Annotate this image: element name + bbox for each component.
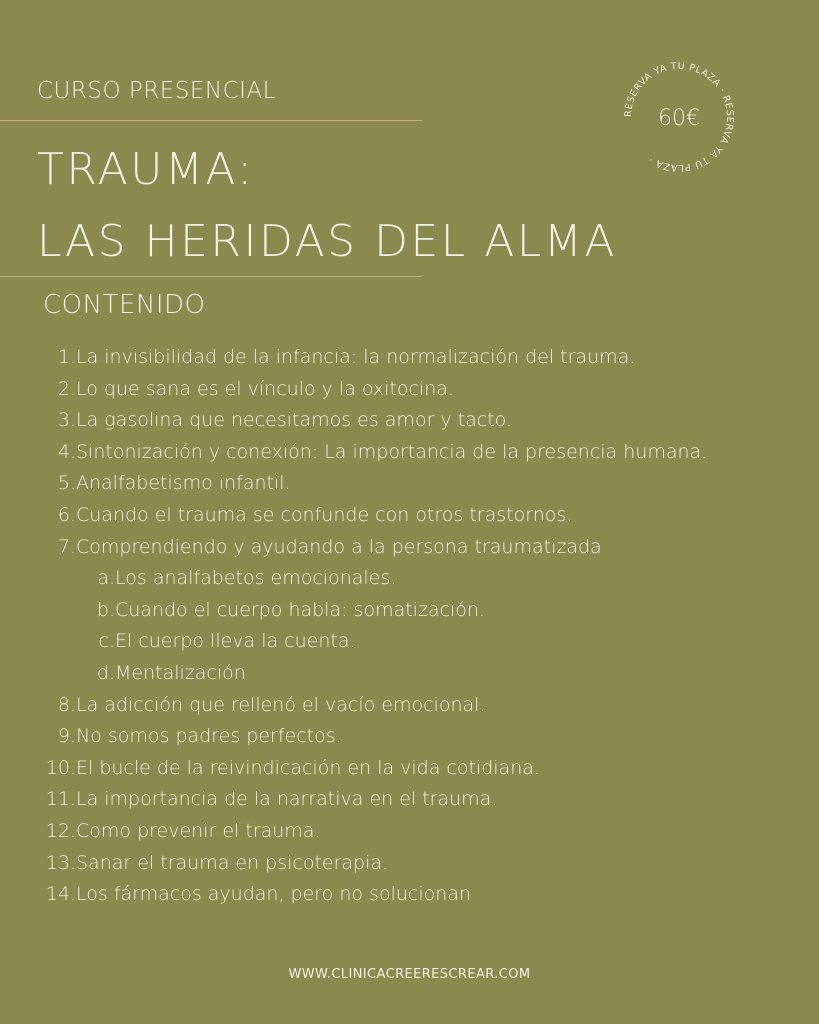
item-number: 7. [57, 535, 76, 558]
list-item [0, 468, 819, 500]
item-text: La importancia de la narrativa en el trauma. [76, 788, 498, 811]
item-text: Mentalización [115, 661, 246, 684]
eyebrow-label: CURSO PRESENCIAL [37, 78, 276, 104]
item-text: La gasolina que necesitamos es amor y tacto. [76, 409, 513, 432]
item-number: 13. [45, 851, 76, 874]
list-item [0, 690, 819, 722]
item-text: Cuando el cuerpo habla: somatización. [115, 598, 485, 621]
item-text: Lo que sana es el vínculo y la oxitocina. [76, 377, 454, 400]
badge-ring-text: RESERVA YA TU PLAZA · RESERVA YA TU PLAZA · [622, 60, 736, 174]
page-title [37, 134, 617, 278]
sub-list-item [0, 595, 819, 627]
item-text: Sanar el trauma en psicoterapia. [76, 851, 389, 874]
item-text: Como prevenir el trauma. [76, 819, 321, 842]
content-list [0, 342, 819, 911]
top-divider [0, 120, 422, 121]
item-text: Los analfabetos emocionales. [115, 567, 397, 590]
list-item [0, 437, 819, 469]
item-text: Analfabetismo infantil. [76, 472, 291, 495]
list-item [0, 816, 819, 848]
list-item [0, 848, 819, 880]
item-number: 12. [45, 819, 76, 842]
list-item [0, 405, 819, 437]
item-number: 10. [45, 756, 76, 779]
sub-list-item [0, 563, 819, 595]
item-text: Los fármacos ayudan, pero no solucionan [76, 883, 471, 906]
website-link[interactable]: WWW.CLINICACREERESCREAR.COM [288, 967, 531, 982]
list-item [0, 374, 819, 406]
item-number: 1. [57, 346, 76, 368]
item-letter: d. [96, 661, 115, 684]
item-number: 2. [57, 377, 76, 400]
item-text: Sintonización y conexión: La importancia de la presencia humana. [76, 440, 708, 463]
item-number: 4. [57, 440, 76, 463]
item-text: No somos padres perfectos. [76, 725, 342, 748]
item-number: 14. [45, 883, 76, 906]
item-number: 11. [45, 788, 76, 811]
title-line-2: LAS HERIDAS DEL ALMA [37, 216, 617, 267]
item-number: 3. [57, 409, 76, 432]
item-text: Comprendiendo y ayudando a la persona traumatizada [76, 535, 602, 558]
item-number: 9. [57, 725, 76, 748]
title-line-1: TRAUMA: [37, 144, 255, 195]
item-text: La invisibilidad de la infancia: la normalización del trauma. [76, 346, 636, 368]
item-number: 6. [57, 503, 76, 526]
price-badge [620, 58, 738, 176]
list-item [0, 721, 819, 753]
section-heading: CONTENIDO [43, 290, 206, 320]
item-letter: a. [97, 567, 115, 590]
item-text: Cuando el trauma se confunde con otros trastornos. [76, 503, 573, 526]
list-item [0, 500, 819, 532]
item-number: 8. [57, 693, 76, 716]
sub-list-item [0, 658, 819, 690]
list-item [0, 342, 819, 374]
item-number: 5. [57, 472, 76, 495]
list-item [0, 784, 819, 816]
item-letter: c. [98, 630, 115, 653]
list-item [0, 879, 819, 911]
list-item [0, 532, 819, 564]
price-label: 60€ [658, 106, 700, 131]
item-text: El cuerpo lleva la cuenta. [115, 630, 356, 653]
item-letter: b. [96, 598, 115, 621]
item-text: El bucle de la reivindicación en la vida cotidiana. [76, 756, 540, 779]
list-item [0, 753, 819, 785]
sub-list-item [0, 626, 819, 658]
item-text: La adicción que rellenó el vacío emocional. [76, 693, 486, 716]
bottom-divider [0, 276, 422, 277]
